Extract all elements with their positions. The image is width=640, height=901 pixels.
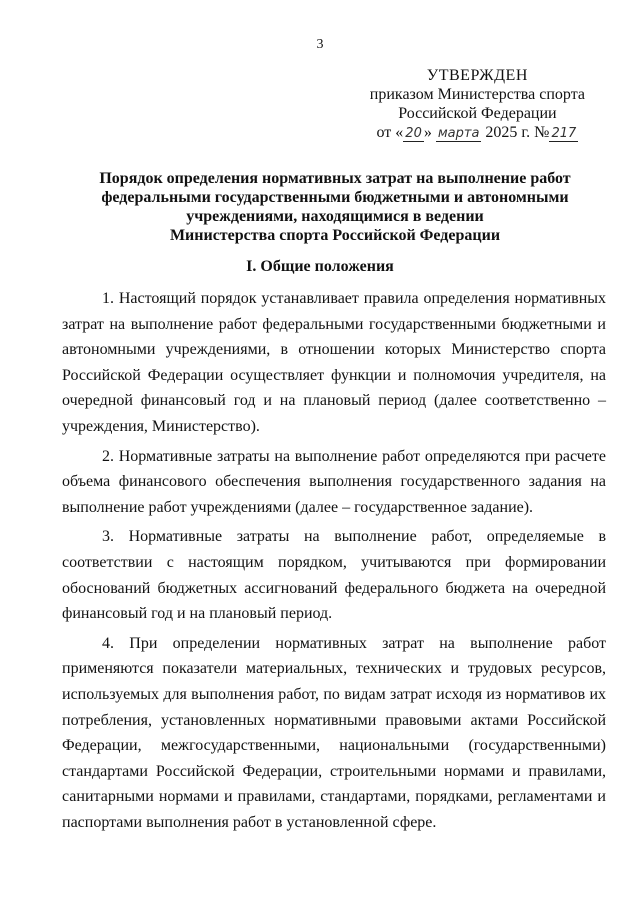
approval-date-line	[370, 123, 585, 143]
paragraph-4: 4. При определении нормативных затрат на выполнение работ применяются показатели материальных, технических и трудовых ресурсов, используемых для выполнения работ, по видам затрат исходя из нормативов их потребления, установленных нормативными правовыми актами Российской Федерации, межгосударственными, национальными (государственными) стандартами Российской Федерации, строительными нормами и правилами, санитарными нормами и правилами, стандартами, порядками, регламентами и паспортами выполнения работ в установленной сфере.	[62, 634, 606, 831]
date-prefix: от «	[376, 124, 404, 141]
paragraph-3: 3. Нормативные затраты на выполнение работ, определяемые в соответствии с настоящим порядком, учитываются при формировании обоснований бюджетных ассигнований федерального бюджета на очередной финансовый год и на плановый период.	[62, 528, 606, 623]
page-number: 3	[316, 37, 324, 52]
date-year: 2025 г. №	[485, 124, 550, 141]
approval-order-line: приказом Министерства спорта	[369, 86, 585, 103]
handwritten-month: марта	[437, 126, 480, 141]
document-title	[70, 169, 600, 245]
title-line: Министерства спорта Российской Федерации	[169, 227, 501, 244]
handwritten-order-number: 217	[551, 126, 577, 141]
title-line: Порядок определения нормативных затрат на выполнение работ	[99, 170, 571, 187]
section-heading: I. Общие положения	[246, 258, 394, 275]
paragraph-2: 2. Нормативные затраты на выполнение работ определяются при расчете объема финансового обеспечения выполнения государственного задания на выполнение работ учреждениями (далее – государственное задание).	[62, 447, 606, 516]
approval-org-line: Российской Федерации	[398, 105, 557, 122]
title-line: федеральными государственными бюджетными и автономными	[101, 189, 569, 206]
document-body	[62, 286, 606, 835]
approved-stamp-text: УТВЕРЖДЕН	[426, 67, 528, 84]
paragraph-1: 1. Настоящий порядок устанавливает правила определения нормативных затрат на выполнение работ федеральными государственными бюджетными и автономными учреждениями, в отношении которых Министерство спорта Российской Федерации осуществляет функции и полномочия учредителя, на очередной финансовый год и на плановый период (далее соответственно – учреждения, Министерство).	[62, 290, 606, 435]
title-line: учреждениями, находящимися в ведении	[186, 208, 484, 225]
date-quote-close: »	[423, 124, 432, 141]
handwritten-day: 20	[405, 126, 422, 141]
approval-block	[370, 66, 585, 143]
